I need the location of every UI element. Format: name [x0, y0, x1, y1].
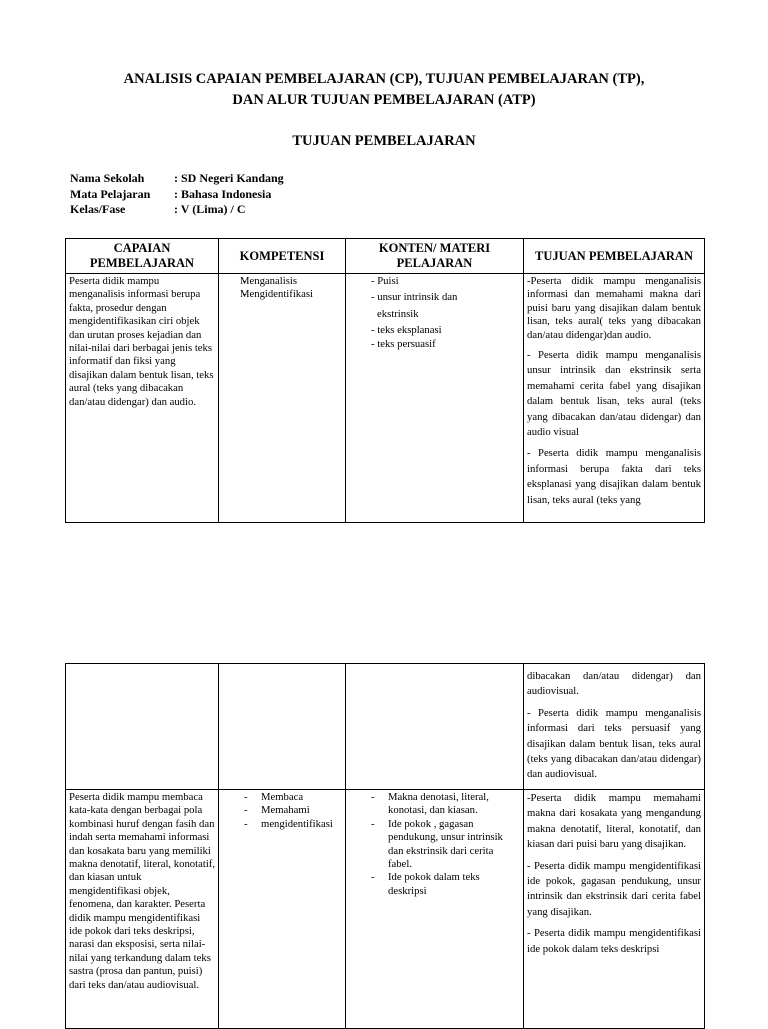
info-label: Kelas/Fase: [70, 202, 126, 216]
cp-cell: [66, 274, 219, 523]
list-item: - Makna denotasi, literal, konotasi, dan kiasan.: [349, 791, 520, 818]
tp-cell: [524, 274, 705, 523]
school-info: [70, 171, 284, 218]
table-row: [66, 790, 705, 1029]
list-item: - Memahami: [222, 804, 342, 817]
konten-list: [349, 791, 520, 898]
tp-cell: [524, 664, 705, 790]
tp-paragraph: - Peserta didik mampu menganalisis unsur intrinsik dan ekstrinsik serta memahami cerita fabel yang disajikan dalam bentuk lisan, teks aural (teks yang dibacakan dan/atau didengar) dan audio visual: [527, 349, 701, 439]
list-item: - Ide pokok dalam teks deskripsi: [349, 871, 520, 898]
tp-cell: [524, 790, 705, 1029]
info-value: : Bahasa Indonesia: [174, 186, 272, 201]
info-label: Mata Pelajaran: [70, 186, 151, 201]
list-item: - Ide pokok , gagasan pendukung, unsur intrinsik dan ekstrinsik dari cerita fabel.: [349, 818, 520, 872]
info-value: : V (Lima) / C: [174, 202, 246, 216]
info-row-school: [70, 171, 284, 187]
konten-cell: [346, 664, 524, 790]
header-tujuan: TUJUAN PEMBELAJARAN: [524, 239, 705, 274]
tp-table-page-2: [65, 663, 705, 1029]
cp-cell: [66, 664, 219, 790]
konten-cell: [346, 274, 524, 523]
tp-cell-content: [527, 791, 701, 1027]
list-item: ekstrinsik: [377, 307, 419, 320]
kompetensi-list: [222, 791, 342, 831]
header-konten: KONTEN/ MATERI PELAJARAN: [346, 239, 524, 274]
table-row: [66, 664, 705, 790]
section-title: TUJUAN PEMBELAJARAN: [292, 133, 476, 149]
cp-text: Peserta didik mampu membaca kata-kata dengan berbagai pola kombinasi huruf dengan fasih dan indah serta memahami informasi dan kosakata baru yang memiliki makna denotatif, literal, konotatif, dan kiasan untuk mengidentifikasi objek, fenomena, dan karakter. Peserta didik mampu mengidentifikasi ide pokok dari teks deskripsi, narasi dan eksposisi, serta nilai-nilai yang terkandung dalam teks sastra (prosa dan pantun, puisi) dari teks dan/atau audiovisual.: [69, 791, 215, 991]
tp-paragraph: - Peserta didik mampu mengidentifikasi ide pokok dalam teks deskripsi: [527, 927, 701, 955]
table-header-row: [66, 239, 705, 274]
list-item: - Mengidentifikasi: [222, 288, 342, 301]
tp-paragraph: - Peserta didik mampu menganalisis informasi berupa fakta dari teks eksplanasi yang disajikan dalam bentuk lisan, teks aural (teks yang: [527, 447, 701, 506]
list-item: - teks eksplanasi: [371, 324, 442, 337]
info-label: Nama Sekolah: [70, 171, 145, 185]
list-item: - mengidentifikasi: [222, 818, 342, 831]
list-item: - unsur intrinsik dan: [371, 291, 458, 304]
tp-cell-content: [527, 665, 701, 788]
info-value: : SD Negeri Kandang: [174, 171, 284, 185]
document-title-line-2: DAN ALUR TUJUAN PEMBELAJARAN (ATP): [232, 92, 536, 108]
tp-table-page-1: [65, 238, 705, 523]
cp-text: Peserta didik mampu menganalisis informasi berupa fakta, prosedur dengan mengidentifikasikan ciri objek dan urutan proses kejadian dan nilai-nilai dari berbagai jenis teks informatif dan fiksi yang disajikan dalam bentuk lisan, teks aural (teks yang dibacakan dan/atau didengar) dan audio.: [69, 275, 214, 408]
tp-paragraph: dibacakan dan/atau didengar) dan audiovisual.: [527, 670, 701, 698]
konten-list: [349, 275, 520, 351]
tp-paragraph: -Peserta didik mampu memahami makna dari kosakata yang mengandung makna denotatif, literal, konotatif, dan kiasan dari puisi baru yang disajikan.: [527, 792, 701, 851]
kompetensi-cell: [219, 790, 346, 1029]
tp-paragraph: - Peserta didik mampu menganalisis informasi dari teks persuasif yang disajikan dalam bentuk lisan, teks aural (teks yang dibacakan dan/atau didengar) dan audiovisual.: [527, 706, 701, 781]
list-item: - Puisi: [371, 275, 399, 287]
document-title-line-1: ANALISIS CAPAIAN PEMBELAJARAN (CP), TUJUAN PEMBELAJARAN (TP),: [123, 71, 645, 87]
list-item: - teks persuasif: [371, 337, 436, 350]
info-row-subject: [70, 187, 284, 203]
header-capaian: CAPAIAN PEMBELAJARAN: [66, 239, 219, 274]
tp-paragraph: - Peserta didik mampu mengidentifikasi ide pokok, gagasan pendukung, unsur intrinsik dan ekstrinsik dari cerita fabel yang disajikan.: [527, 859, 701, 918]
konten-cell: [346, 790, 524, 1029]
list-item: - Membaca: [222, 791, 342, 804]
kompetensi-cell: [219, 274, 346, 523]
tp-cell-content: [527, 275, 701, 521]
table-row: [66, 274, 705, 523]
header-kompetensi: KOMPETENSI: [219, 239, 346, 274]
list-item: - Menganalisis: [222, 275, 342, 288]
kompetensi-list: [222, 275, 342, 302]
kompetensi-cell: [219, 664, 346, 790]
info-row-class: [70, 202, 284, 218]
tp-paragraph: -Peserta didik mampu menganalisis informasi dan memahami makna dari puisi baru yang disajikan dalam bentuk lisan, teks aural( teks yang dibacakan dan/atau didengar)dan audio.: [527, 275, 701, 341]
cp-cell: [66, 790, 219, 1029]
